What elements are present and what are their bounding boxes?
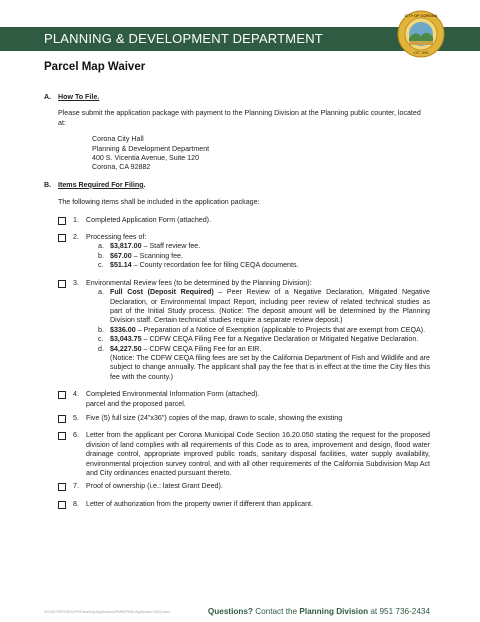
address-line: Planning & Development Department [92, 144, 210, 153]
checkbox[interactable] [58, 234, 66, 242]
checklist-item-8: 8. Letter of authorization from the property owner if different than applicant. [44, 500, 430, 509]
fee-line: b. $67.00 – Scanning fee. [98, 251, 183, 260]
checklist-item-3: 3. Environmental Review fees (to be determined by the Planning Division): [44, 279, 430, 288]
contact-line: Questions? Contact the Planning Division at 951 736-2434 [207, 607, 430, 616]
address-line: Corona City Hall [92, 135, 144, 144]
fee-notice: (Notice: The CDFW CEQA filing fees are set by the California Department of Fish and Wildlife and are subject to change annually. The applicant shall pay the fee that is in effect at the time the City files this fee with the county.) [110, 353, 430, 381]
fee-line: a. Full Cost (Deposit Required) – Peer Review of a Negative Declaration, Mitigated Negative Declaration, or Environmental Impact Report, including peer review of related technical studies as part of the Initial Study process. (Notice: The deposit amount will be determined by the Planning Division staff. Certain technical studies require a separate review deposit.) [98, 288, 430, 325]
header [0, 0, 480, 57]
item-text: Letter from the applicant per Corona Municipal Code Section 16.20.050 stating the request for the proposed division of land complies with all requirements of this Code as to area, improvement and design, flood water drainage control, appropriate improved public roads, sanitary disposal facilities, water supply availability, environmental projection survey control, and with all other requirements of the California Subdivision Map Act and City ordinances enacted pursuant thereto. [86, 431, 430, 477]
section-a [44, 93, 430, 102]
checklist-item-1: 1. Completed Application Form (attached). [44, 216, 430, 225]
item-text: Five (5) full size (24"x36") copies of the map, drawn to scale, showing the existing [86, 413, 343, 422]
checkbox[interactable] [58, 280, 66, 288]
section-a-marker: A. [44, 93, 52, 101]
item-text: Completed Application Form (attached). [86, 215, 211, 224]
footer [44, 608, 430, 618]
fee-line: d. $4,227.50 – CDFW CEQA Filing Fee for an EIR. [98, 344, 262, 353]
checkbox[interactable] [58, 391, 66, 399]
section-a-heading: How To File. [58, 93, 100, 101]
section-b: B. Items Required For Filing. [44, 180, 146, 189]
checklist-item-7: 7. Proof of ownership (i.e.: latest Grant Deed). [44, 482, 430, 491]
checklist-item-4: 4. Completed Environmental Information Form (attached). [44, 390, 430, 399]
page-title: Parcel Map Waiver [44, 61, 146, 73]
file-path: \\CLUSTER\GROUPS\Planning\Applications\PMW\PMW Application 2023.docx [44, 610, 171, 614]
checkbox[interactable] [58, 217, 66, 225]
fee-line: a. $3,817.00 – Staff review fee. [98, 242, 201, 251]
document-body [44, 93, 430, 509]
section-b-heading: Items Required For Filing [58, 180, 144, 189]
checkbox[interactable] [58, 432, 66, 440]
fee-line: c. $51.14 – County recordation fee for filing CEQA documents. [98, 261, 299, 270]
address-line: Corona, CA 92882 [92, 163, 151, 172]
checkbox[interactable] [58, 483, 66, 491]
section-a-intro: Please submit the application package with payment to the Planning Division at the Planning public counter, located at: [58, 109, 421, 127]
checklist-item-2: 2. Processing fees of: [44, 233, 430, 242]
city-seal-icon [397, 10, 445, 58]
item-text: Environmental Review fees (to be determined by the Planning Division): [86, 278, 312, 287]
item-text: Completed Environmental Information Form (attached). [86, 390, 260, 399]
svg-text:CITY OF CORONA: CITY OF CORONA [404, 14, 438, 18]
item-text: Proof of ownership (i.e.: latest Grant Deed). [86, 482, 223, 491]
address-line: 400 S. Vicentia Avenue, Suite 120 [92, 154, 200, 163]
section-b-marker: B. [44, 180, 52, 189]
department-title: PLANNING & DEVELOPMENT DEPARTMENT [44, 31, 323, 46]
checklist-item-5: 5. Five (5) full size (24"x36") copies of the map, drawn to scale, showing the existing [44, 414, 430, 423]
item-text: Processing fees of: [86, 233, 147, 242]
item-text: Letter of authorization from the property owner if different than applicant. [86, 499, 313, 508]
section-b-intro: The following items shall be included in the application package: [58, 198, 260, 207]
svg-text:EST. 1896: EST. 1896 [413, 51, 429, 55]
fee-line: c. $3,043.75 – CDFW CEQA Filing Fee for a Negative Declaration or Mitigated Negative Declaration. [98, 335, 419, 344]
item-continuation: parcel and the proposed parcel. [86, 399, 186, 408]
checkbox[interactable] [58, 501, 66, 509]
checklist-item-6: 6. Letter from the applicant per Corona Municipal Code Section 16.20.050 stating the request for the proposed division of land complies with all requirements of this Code as to area, improvement and design, flood water drainage control, appropriate improved public roads, sanitary disposal facilities, water supply availability, environmental projection survey control, and with all other requirements of the California Subdivision Map Act and City ordinances enacted pursuant thereto. [44, 431, 430, 478]
checkbox[interactable] [58, 415, 66, 423]
fee-line: b. $336.00 – Preparation of a Notice of Exemption (applicable to Projects that are exempt from CEQA). [98, 325, 426, 334]
